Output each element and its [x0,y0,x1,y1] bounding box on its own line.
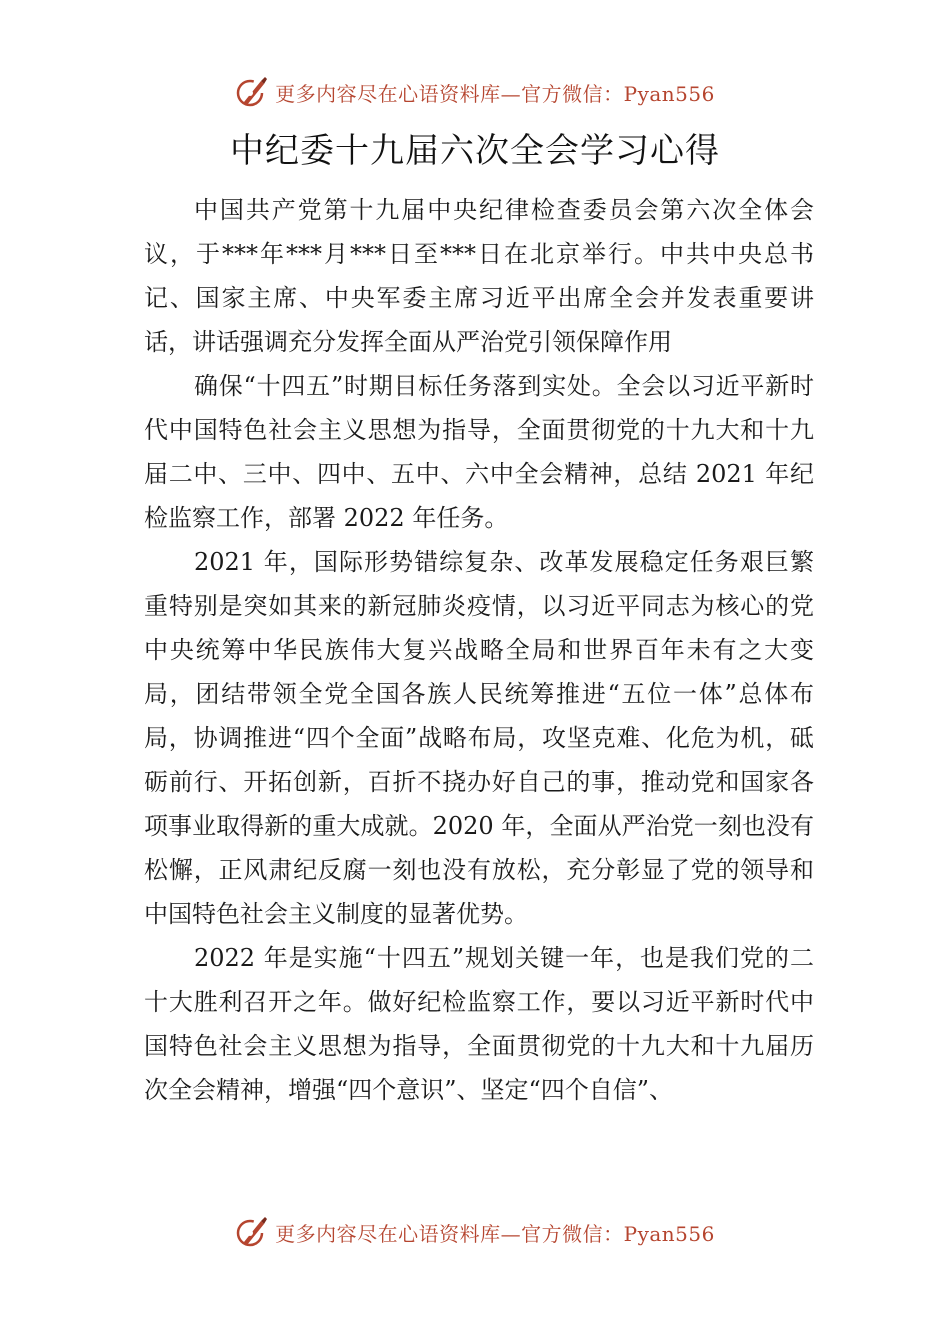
header-banner [0,70,950,114]
document-body [144,188,814,1112]
pen-logo-icon [235,1215,269,1249]
document-title: 中纪委十九届六次全会学习心得 [230,131,720,171]
banner-text: 更多内容尽在心语资料库—官方微信：Pyan556 [275,1221,715,1246]
paragraph: 2022 年是实施“十四五”规划关键一年，也是我们党的二十大胜利召开之年。做好纪检监察工作，要以习近平新时代中国特色社会主义思想为指导，全面贯彻党的十九大和十九届历次全会精神，增强“四个意识”、坚定“四个自信”、 [144,944,814,1104]
footer-banner [0,1210,950,1254]
pen-logo-icon [235,75,269,109]
banner-text: 更多内容尽在心语资料库—官方微信：Pyan556 [275,81,715,106]
paragraph: 中国共产党第十九届中央纪律检查委员会第六次全体会议，于***年***月***日至***日在北京举行。中共中央总书记、国家主席、中央军委主席习近平出席全会并发表重要讲话，讲话强调充分发挥全面从严治党引领保障作用 [144,196,814,356]
paragraph: 确保“十四五”时期目标任务落到实处。全会以习近平新时代中国特色社会主义思想为指导，全面贯彻党的十九大和十九届二中、三中、四中、五中、六中全会精神，总结 2021 年纪检监察工作，部署 2022 年任务。 [144,372,814,532]
paragraph: 2021 年，国际形势错综复杂、改革发展稳定任务艰巨繁重特别是突如其来的新冠肺炎疫情，以习近平同志为核心的党中央统筹中华民族伟大复兴战略全局和世界百年未有之大变局，团结带领全党全国各族人民统筹推进“五位一体”总体布局，协调推进“四个全面”战略布局，攻坚克难、化危为机，砥砺前行、开拓创新，百折不挠办好自己的事，推动党和国家各项事业取得新的重大成就。2020 年，全面从严治党一刻也没有松懈，正风肃纪反腐一刻也没有放松，充分彰显了党的领导和中国特色社会主义制度的显著优势。 [144,548,814,928]
